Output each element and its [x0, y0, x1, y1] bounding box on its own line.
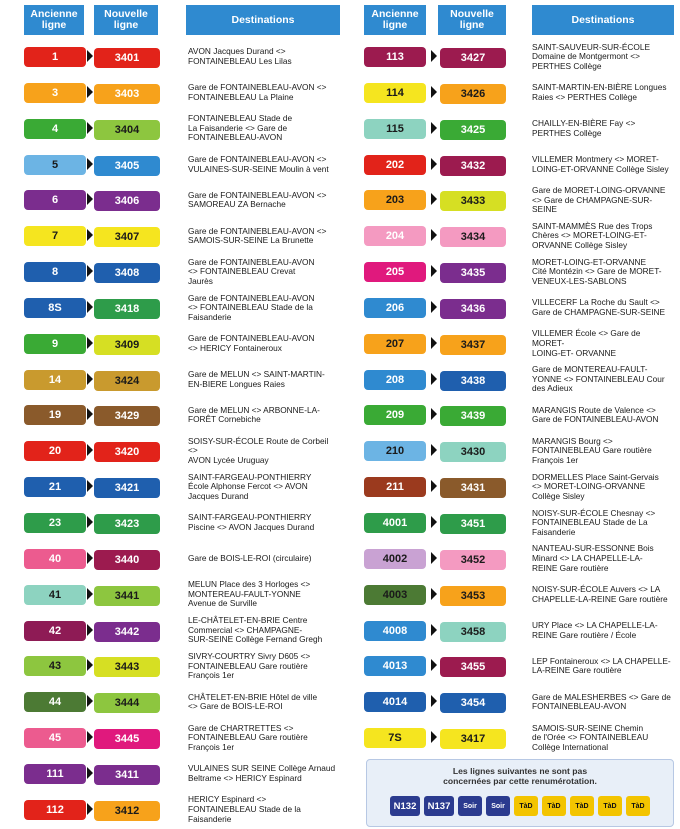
arrow-right-icon [87, 193, 93, 205]
line-row [18, 792, 340, 828]
destination-text: SOISY-SUR-ÉCOLE Route de Corbeil <> AVON Lycée Uruguay [188, 435, 329, 466]
destination-text: Gare de MALESHERBES <> Gare de FONTAINEBLEAU-AVON [532, 691, 671, 712]
new-line-badge: 3454 [440, 693, 506, 713]
excluded-line-logo: TàD [542, 796, 566, 816]
exclusions-note-text: Les lignes suivantes ne sont pas concernées par cette renumérotation. [443, 766, 597, 786]
destination-text: SAINT-FARGEAU-PONTHIERRY École Alphonse Fercot <> AVON Jacques Durand [188, 471, 312, 501]
old-line-badge: 1 [24, 47, 86, 67]
line-row [18, 648, 340, 684]
new-line-badge: 3409 [94, 335, 160, 355]
arrow-right-icon [431, 659, 437, 671]
line-row [354, 505, 674, 541]
new-line-badge: 3441 [94, 586, 160, 606]
line-row [354, 433, 674, 469]
new-line-badge: 3407 [94, 227, 160, 247]
line-row [18, 469, 340, 505]
line-row [354, 469, 674, 505]
destination-text: Gare de CHARTRETTES <> FONTAINEBLEAU Gare routière François 1er [188, 722, 308, 752]
line-row [18, 111, 340, 147]
old-line-badge: 40 [24, 549, 86, 569]
new-line-badge: 3445 [94, 729, 160, 749]
line-row [354, 254, 674, 290]
arrow-right-icon [431, 50, 437, 62]
line-row [18, 613, 340, 649]
new-line-badge: 3405 [94, 156, 160, 176]
new-line-badge: 3440 [94, 550, 160, 570]
arrow-right-icon [431, 301, 437, 313]
new-line-badge: 3442 [94, 622, 160, 642]
destination-text: DORMELLES Place Saint-Gervais <> MORET-LOING-ORVANNE Collège Sisley [532, 471, 659, 501]
line-row [18, 433, 340, 469]
old-line-badge: 209 [364, 405, 426, 425]
old-line-badge: 41 [24, 585, 86, 605]
new-line-badge: 3423 [94, 514, 160, 534]
arrow-right-icon [431, 624, 437, 636]
new-line-badge: 3432 [440, 156, 506, 176]
new-line-badge: 3451 [440, 514, 506, 534]
arrow-right-icon [87, 624, 93, 636]
arrow-right-icon [431, 444, 437, 456]
line-row [354, 290, 674, 326]
arrow-right-icon [431, 86, 437, 98]
line-row [18, 75, 340, 111]
line-row [354, 397, 674, 433]
old-line-badge: 20 [24, 441, 86, 461]
old-line-badge: 207 [364, 334, 426, 354]
new-line-badge: 3417 [440, 729, 506, 749]
arrow-right-icon [431, 695, 437, 707]
destination-text: Gare de FONTAINEBLEAU-AVON <> FONTAINEBLEAU Stade de la Faisanderie [188, 292, 315, 322]
old-line-badge: 21 [24, 477, 86, 497]
line-row [18, 254, 340, 290]
old-line-badge: 206 [364, 298, 426, 318]
new-line-badge: 3433 [440, 191, 506, 211]
new-line-badge: 3444 [94, 693, 160, 713]
arrow-right-icon [87, 480, 93, 492]
header-old-line: Ancienne ligne [364, 5, 426, 35]
new-line-badge: 3443 [94, 657, 160, 677]
destination-text: Gare de FONTAINEBLEAU-AVON <> VULAINES-SUR-SEINE Moulin à vent [188, 153, 329, 174]
excluded-line-logo: N137 [424, 796, 454, 816]
line-row [18, 326, 340, 362]
new-line-badge: 3401 [94, 48, 160, 68]
old-line-badge: 43 [24, 656, 86, 676]
arrow-right-icon [87, 803, 93, 815]
new-line-badge: 3437 [440, 335, 506, 355]
header-new-line: Nouvelle ligne [438, 5, 506, 35]
arrow-right-icon [87, 659, 93, 671]
arrow-right-icon [87, 408, 93, 420]
destination-text: Gare de FONTAINEBLEAU-AVON <> HERICY Fontaineroux [188, 333, 315, 353]
line-row [354, 147, 674, 183]
new-line-badge: 3412 [94, 801, 160, 821]
excluded-line-logo: Soir [486, 796, 510, 816]
line-row [354, 648, 674, 684]
left-rows [18, 39, 340, 828]
line-row [354, 720, 674, 756]
destination-text: HERICY Espinard <> FONTAINEBLEAU Stade de la Faisanderie [188, 794, 301, 824]
destination-text: NANTEAU-SUR-ESSONNE Bois Minard <> LA CHAPELLE-LA- REINE Gare routière [532, 543, 654, 573]
arrow-right-icon [431, 122, 437, 134]
destination-text: SAINT-FARGEAU-PONTHIERRY Piscine <> AVON Jacques Durand [188, 512, 315, 532]
old-line-badge: 19 [24, 405, 86, 425]
new-line-badge: 3406 [94, 191, 160, 211]
line-row [18, 290, 340, 326]
old-line-badge: 7 [24, 226, 86, 246]
old-line-badge: 4008 [364, 621, 426, 641]
line-row [18, 756, 340, 792]
old-line-badge: 203 [364, 190, 426, 210]
new-line-badge: 3436 [440, 299, 506, 319]
old-line-badge: 4001 [364, 513, 426, 533]
old-line-badge: 14 [24, 370, 86, 390]
new-line-badge: 3425 [440, 120, 506, 140]
destination-text: MARANGIS Route de Valence <> Gare de FONTAINEBLEAU-AVON [532, 404, 659, 425]
destination-text: Gare de BOIS-LE-ROI (circulaire) [188, 553, 312, 564]
line-row [354, 218, 674, 254]
new-line-badge: 3438 [440, 371, 506, 391]
old-line-badge: 112 [24, 800, 86, 820]
excluded-line-logos [373, 794, 667, 818]
old-line-badge: 23 [24, 513, 86, 533]
destination-text: AVON Jacques Durand <> FONTAINEBLEAU Les Lilas [188, 46, 292, 66]
new-line-badge: 3424 [94, 371, 160, 391]
destination-text: LEP Fontaineroux <> LA CHAPELLE- LA-REINE Gare routière [532, 655, 671, 676]
arrow-right-icon [431, 193, 437, 205]
line-row [354, 684, 674, 720]
destination-text: NOISY-SUR-ÉCOLE Chesnay <> FONTAINEBLEAU Stade de La Faisanderie [532, 507, 656, 537]
old-line-badge: 4014 [364, 692, 426, 712]
arrow-right-icon [431, 516, 437, 528]
arrow-right-icon [87, 516, 93, 528]
old-line-badge: 115 [364, 119, 426, 139]
arrow-right-icon [87, 86, 93, 98]
line-row [18, 397, 340, 433]
old-line-badge: 42 [24, 621, 86, 641]
arrow-right-icon [431, 588, 437, 600]
new-line-badge: 3429 [94, 406, 160, 426]
excluded-line-logo: Soir [458, 796, 482, 816]
destination-text: Gare de FONTAINEBLEAU-AVON <> FONTAINEBLEAU La Plaine [188, 82, 327, 102]
line-row [18, 147, 340, 183]
line-row [354, 613, 674, 649]
destination-text: SAINT-SAUVEUR-SUR-ÉCOLE Domaine de Montgermont <> PERTHES Collège [532, 41, 651, 71]
new-line-badge: 3435 [440, 263, 506, 283]
destination-text: Gare de MORET-LOING-ORVANNE <> Gare de CHAMPAGNE-SUR- SEINE [532, 184, 666, 215]
header-new-line: Nouvelle ligne [94, 5, 158, 35]
header-destinations: Destinations [186, 5, 340, 35]
old-line-badge: 5 [24, 155, 86, 175]
old-line-badge: 4002 [364, 549, 426, 569]
line-row [354, 362, 674, 398]
header-old-line: Ancienne ligne [24, 5, 84, 35]
old-line-badge: 6 [24, 190, 86, 210]
new-line-badge: 3458 [440, 622, 506, 642]
arrow-right-icon [431, 408, 437, 420]
new-line-badge: 3403 [94, 84, 160, 104]
old-line-badge: 44 [24, 692, 86, 712]
arrow-right-icon [431, 337, 437, 349]
arrow-right-icon [87, 50, 93, 62]
new-line-badge: 3434 [440, 227, 506, 247]
old-line-badge: 45 [24, 728, 86, 748]
line-row [354, 75, 674, 111]
old-line-badge: 211 [364, 477, 426, 497]
destination-text: NOISY-SUR-ÉCOLE Auvers <> LA CHAPELLE-LA-REINE Gare routière [532, 584, 668, 604]
old-line-badge: 3 [24, 83, 86, 103]
destination-text: Gare de FONTAINEBLEAU-AVON <> SAMOREAU ZA Bernache [188, 189, 327, 210]
excluded-line-logo: TàD [626, 796, 650, 816]
new-line-badge: 3426 [440, 84, 506, 104]
destination-text: Gare de FONTAINEBLEAU-AVON <> SAMOIS-SUR-SEINE La Brunette [188, 225, 327, 246]
destination-text: SAINT-MAMMÈS Rue des Trops Chères <> MORET-LOING-ET- ORVANNE Collège Sisley [532, 220, 653, 251]
line-row [354, 111, 674, 147]
arrow-right-icon [87, 444, 93, 456]
arrow-right-icon [431, 265, 437, 277]
old-line-badge: 202 [364, 155, 426, 175]
destination-text: MELUN Place des 3 Horloges <> MONTEREAU-FAULT-YONNE Avenue de Surville [188, 579, 311, 609]
arrow-right-icon [431, 552, 437, 564]
old-line-badge: 7S [364, 728, 426, 748]
old-line-badge: 111 [24, 764, 86, 784]
destination-text: Gare de MELUN <> ARBONNE-LA- FORÊT Cornebiche [188, 404, 320, 425]
new-line-badge: 3404 [94, 120, 160, 140]
new-line-badge: 3408 [94, 263, 160, 283]
arrow-right-icon [87, 122, 93, 134]
arrow-right-icon [87, 337, 93, 349]
line-row [18, 505, 340, 541]
line-row [18, 218, 340, 254]
excluded-line-logo: TàD [514, 796, 538, 816]
new-line-badge: 3420 [94, 442, 160, 462]
destination-text: Gare de MELUN <> SAINT-MARTIN- EN-BIERE Longues Raies [188, 369, 325, 389]
arrow-right-icon [87, 301, 93, 313]
line-row [18, 39, 340, 75]
old-line-badge: 4003 [364, 585, 426, 605]
excluded-line-logo: N132 [390, 796, 420, 816]
destination-text: FONTAINEBLEAU Stade de La Faisanderie <> Gare de FONTAINEBLEAU-AVON [188, 113, 293, 143]
destination-text: CHAILLY-EN-BIÈRE Fay <> PERTHES Collège [532, 118, 636, 138]
destination-text: VILLEMER Montmery <> MORET- LOING-ET-ORVANNE Collège Sisley [532, 153, 669, 174]
destination-text: Gare de FONTAINEBLEAU-AVON <> FONTAINEBLEAU Crevat Jaurès [188, 256, 315, 286]
destination-text: URY Place <> LA CHAPELLE-LA- REINE Gare routière / École [532, 619, 658, 640]
line-row [18, 182, 340, 218]
destination-text: MORET-LOING-ET-ORVANNE Cité Montézin <> Gare de MORET- VENEUX-LES-SABLONS [532, 256, 662, 286]
excluded-line-logo: TàD [598, 796, 622, 816]
arrow-right-icon [431, 373, 437, 385]
arrow-right-icon [87, 552, 93, 564]
old-line-badge: 114 [364, 83, 426, 103]
line-row [354, 39, 674, 75]
old-line-badge: 205 [364, 262, 426, 282]
new-line-badge: 3421 [94, 478, 160, 498]
destination-text: SIVRY-COURTRY Sivry D605 <> FONTAINEBLEAU Gare routière François 1er [188, 650, 311, 681]
arrow-right-icon [87, 767, 93, 779]
old-line-badge: 113 [364, 47, 426, 67]
new-line-badge: 3411 [94, 765, 160, 785]
arrow-right-icon [87, 229, 93, 241]
destination-text: CHÂTELET-EN-BRIE Hôtel de ville <> Gare de BOIS-LE-ROI [188, 691, 318, 712]
line-row [18, 720, 340, 756]
arrow-right-icon [431, 731, 437, 743]
right-rows [354, 39, 674, 756]
old-line-badge: 4 [24, 119, 86, 139]
line-row [354, 326, 674, 362]
destination-text: Gare de MONTEREAU-FAULT- YONNE <> FONTAINEBLEAU Cour des Adieux [532, 364, 665, 394]
destination-text: VILLEMER École <> Gare de MORET- LOING-ET- ORVANNE [532, 328, 641, 358]
arrow-right-icon [87, 373, 93, 385]
header-destinations: Destinations [532, 5, 674, 35]
new-line-badge: 3452 [440, 550, 506, 570]
old-line-badge: 4013 [364, 656, 426, 676]
destination-text: VILLECERF La Roche du Sault <> Gare de CHAMPAGNE-SUR-SEINE [532, 297, 666, 317]
line-row [18, 541, 340, 577]
arrow-right-icon [87, 731, 93, 743]
new-line-badge: 3427 [440, 48, 506, 68]
new-line-badge: 3455 [440, 657, 506, 677]
line-row [18, 684, 340, 720]
arrow-right-icon [87, 158, 93, 170]
old-line-badge: 204 [364, 226, 426, 246]
line-row [354, 577, 674, 613]
exclusions-note [366, 759, 674, 827]
old-line-badge: 8 [24, 262, 86, 282]
old-line-badge: 8S [24, 298, 86, 318]
line-row [354, 182, 674, 218]
new-line-badge: 3439 [440, 406, 506, 426]
new-line-badge: 3430 [440, 442, 506, 462]
old-line-badge: 210 [364, 441, 426, 461]
new-line-badge: 3453 [440, 586, 506, 606]
arrow-right-icon [87, 588, 93, 600]
arrow-right-icon [87, 265, 93, 277]
line-row [18, 362, 340, 398]
destination-text: MARANGIS Bourg <> FONTAINEBLEAU Gare routière François 1er [532, 435, 652, 466]
line-row [354, 541, 674, 577]
destination-text: SAMOIS-SUR-SEINE Chemin de l'Orée <> FONTAINEBLEAU Collège International [532, 722, 649, 752]
arrow-right-icon [431, 229, 437, 241]
new-line-badge: 3418 [94, 299, 160, 319]
arrow-right-icon [87, 695, 93, 707]
new-line-badge: 3431 [440, 478, 506, 498]
excluded-line-logo: TàD [570, 796, 594, 816]
destination-text: SAINT-MARTIN-EN-BIÈRE Longues Raies <> PERTHES Collège [532, 82, 667, 102]
line-row [18, 577, 340, 613]
arrow-right-icon [431, 158, 437, 170]
old-line-badge: 208 [364, 370, 426, 390]
destination-text: LE-CHÂTELET-EN-BRIE Centre Commercial <> CHAMPAGNE- SUR-SEINE Collège Fernand Gregh [188, 615, 323, 645]
arrow-right-icon [431, 480, 437, 492]
destination-text: VULAINES SUR SEINE Collège Arnaud Beltrame <> HERICY Espinard [188, 763, 336, 783]
old-line-badge: 9 [24, 334, 86, 354]
